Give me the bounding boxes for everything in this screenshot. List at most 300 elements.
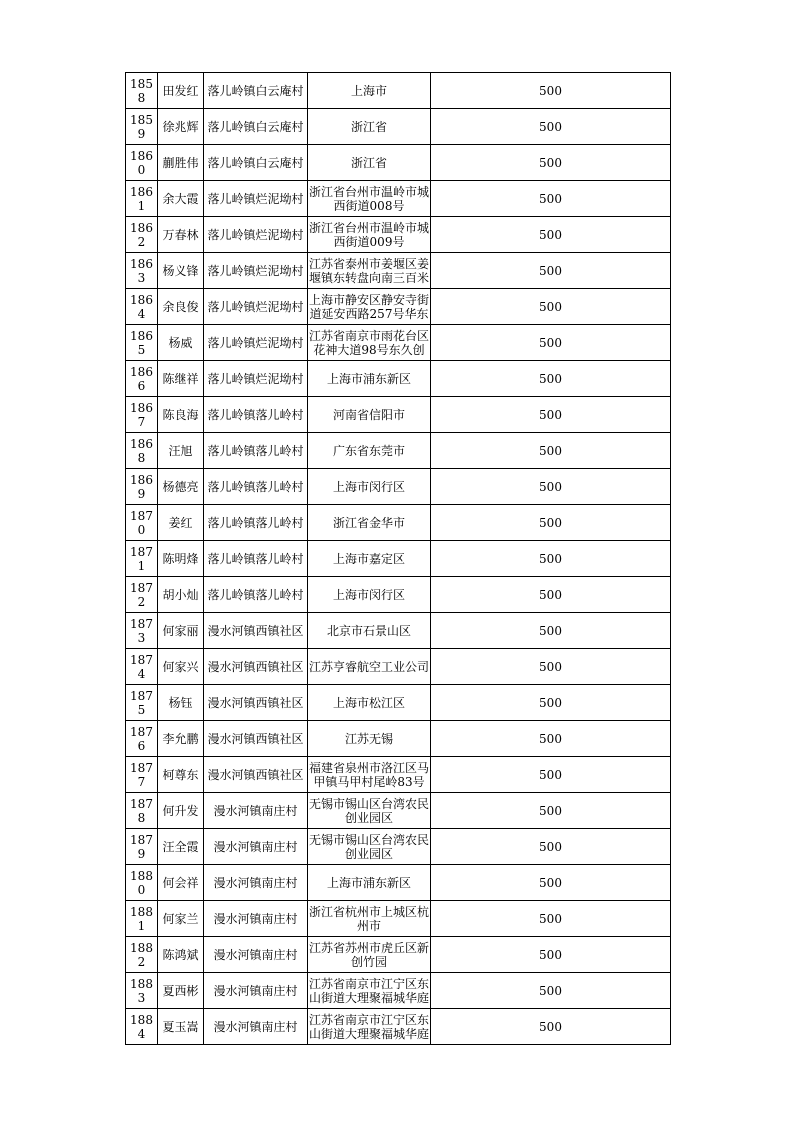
row-number-cell-text: 1864 bbox=[130, 292, 153, 321]
address-cell bbox=[308, 253, 431, 289]
row-number-cell bbox=[126, 793, 158, 829]
village-cell bbox=[204, 901, 308, 937]
row-number-cell-text: 1867 bbox=[130, 400, 153, 429]
row-number-cell bbox=[126, 433, 158, 469]
village-cell-text: 落儿岭镇白云庵村 bbox=[207, 119, 304, 134]
amount-cell bbox=[431, 901, 671, 937]
name-cell bbox=[158, 253, 204, 289]
name-cell bbox=[158, 901, 204, 937]
village-cell bbox=[204, 397, 308, 433]
village-cell-text: 落儿岭镇落儿岭村 bbox=[207, 479, 304, 494]
village-cell bbox=[204, 145, 308, 181]
row-number-cell bbox=[126, 289, 158, 325]
row-number-cell bbox=[126, 73, 158, 109]
amount-cell-text: 500 bbox=[539, 551, 562, 566]
address-cell bbox=[308, 469, 431, 505]
amount-cell bbox=[431, 937, 671, 973]
row-number-cell-text: 1878 bbox=[130, 796, 153, 825]
village-cell bbox=[204, 865, 308, 901]
address-cell-text: 上海市闵行区 bbox=[332, 587, 405, 602]
row-number-cell-text: 1872 bbox=[130, 580, 153, 609]
address-cell bbox=[308, 109, 431, 145]
amount-cell bbox=[431, 253, 671, 289]
address-cell bbox=[308, 433, 431, 469]
name-cell-text: 陈继祥 bbox=[162, 371, 199, 386]
amount-cell bbox=[431, 973, 671, 1009]
row-number-cell-text: 1868 bbox=[130, 436, 153, 465]
address-cell-text: 上海市静安区静安寺街道延安西路257号华东 bbox=[309, 292, 430, 321]
row-number-cell-text: 1880 bbox=[130, 868, 153, 897]
village-cell bbox=[204, 73, 308, 109]
name-cell bbox=[158, 145, 204, 181]
row-number-cell-text: 1861 bbox=[130, 184, 153, 213]
address-cell-text: 浙江省 bbox=[350, 119, 387, 134]
name-cell bbox=[158, 793, 204, 829]
row-number-cell bbox=[126, 685, 158, 721]
village-cell bbox=[204, 217, 308, 253]
village-cell-text: 漫水河镇南庄村 bbox=[213, 839, 298, 854]
row-number-cell bbox=[126, 1009, 158, 1045]
amount-cell bbox=[431, 181, 671, 217]
row-number-cell bbox=[126, 757, 158, 793]
name-cell-text: 陈良海 bbox=[162, 407, 199, 422]
amount-cell-text: 500 bbox=[539, 875, 562, 890]
table-row bbox=[126, 289, 671, 325]
name-cell-text: 何家兰 bbox=[162, 911, 199, 926]
amount-cell bbox=[431, 433, 671, 469]
name-cell-text: 杨威 bbox=[168, 335, 193, 350]
address-cell bbox=[308, 541, 431, 577]
row-number-cell-text: 1879 bbox=[130, 832, 153, 861]
row-number-cell bbox=[126, 217, 158, 253]
village-cell-text: 落儿岭镇落儿岭村 bbox=[207, 587, 304, 602]
row-number-cell-text: 1859 bbox=[130, 112, 153, 141]
table-row bbox=[126, 829, 671, 865]
name-cell-text: 余良俊 bbox=[162, 299, 199, 314]
row-number-cell-text: 1862 bbox=[130, 220, 153, 249]
name-cell-text: 何升发 bbox=[162, 803, 199, 818]
village-cell bbox=[204, 613, 308, 649]
row-number-cell bbox=[126, 253, 158, 289]
row-number-cell-text: 1866 bbox=[130, 364, 153, 393]
row-number-cell bbox=[126, 145, 158, 181]
amount-cell bbox=[431, 217, 671, 253]
row-number-cell-text: 1873 bbox=[130, 616, 153, 645]
data-table bbox=[125, 72, 671, 1045]
village-cell bbox=[204, 757, 308, 793]
village-cell-text: 漫水河镇西镇社区 bbox=[207, 767, 304, 782]
village-cell-text: 落儿岭镇白云庵村 bbox=[207, 83, 304, 98]
name-cell-text: 蒯胜伟 bbox=[162, 155, 199, 170]
row-number-cell-text: 1882 bbox=[130, 940, 153, 969]
village-cell bbox=[204, 577, 308, 613]
table-row bbox=[126, 505, 671, 541]
table-body bbox=[126, 73, 671, 1045]
address-cell-text: 上海市松江区 bbox=[332, 695, 405, 710]
name-cell bbox=[158, 505, 204, 541]
name-cell bbox=[158, 469, 204, 505]
address-cell-text: 江苏省南京市江宁区东山街道大理聚福城华庭 bbox=[309, 976, 430, 1005]
name-cell bbox=[158, 397, 204, 433]
row-number-cell-text: 1865 bbox=[130, 328, 153, 357]
name-cell-text: 胡小灿 bbox=[162, 587, 199, 602]
name-cell-text: 余大霞 bbox=[162, 191, 199, 206]
name-cell bbox=[158, 181, 204, 217]
amount-cell-text: 500 bbox=[539, 443, 562, 458]
name-cell-text: 何家兴 bbox=[162, 659, 199, 674]
row-number-cell bbox=[126, 829, 158, 865]
village-cell-text: 漫水河镇南庄村 bbox=[213, 983, 298, 998]
village-cell bbox=[204, 505, 308, 541]
table-row bbox=[126, 577, 671, 613]
address-cell bbox=[308, 613, 431, 649]
village-cell-text: 漫水河镇南庄村 bbox=[213, 911, 298, 926]
village-cell-text: 漫水河镇南庄村 bbox=[213, 1019, 298, 1034]
amount-cell bbox=[431, 649, 671, 685]
table-row bbox=[126, 361, 671, 397]
amount-cell-text: 500 bbox=[539, 623, 562, 638]
table-row bbox=[126, 217, 671, 253]
table-row bbox=[126, 469, 671, 505]
village-cell-text: 落儿岭镇烂泥坳村 bbox=[207, 191, 304, 206]
amount-cell-text: 500 bbox=[539, 83, 562, 98]
village-cell bbox=[204, 721, 308, 757]
village-cell-text: 落儿岭镇烂泥坳村 bbox=[207, 335, 304, 350]
address-cell-text: 无锡市锡山区台湾农民创业园区 bbox=[309, 796, 430, 825]
address-cell bbox=[308, 865, 431, 901]
table-row bbox=[126, 73, 671, 109]
table-row bbox=[126, 937, 671, 973]
row-number-cell-text: 1877 bbox=[130, 760, 153, 789]
table-row bbox=[126, 973, 671, 1009]
row-number-cell-text: 1876 bbox=[130, 724, 153, 753]
address-cell-text: 江苏省苏州市虎丘区新创竹园 bbox=[309, 940, 430, 969]
amount-cell bbox=[431, 469, 671, 505]
address-cell-text: 浙江省杭州市上城区杭州市 bbox=[309, 904, 430, 933]
address-cell-text: 河南省信阳市 bbox=[332, 407, 405, 422]
address-cell-text: 上海市闵行区 bbox=[332, 479, 405, 494]
address-cell-text: 浙江省台州市温岭市城西街道009号 bbox=[309, 220, 430, 249]
address-cell bbox=[308, 973, 431, 1009]
name-cell-text: 夏西彬 bbox=[162, 983, 199, 998]
address-cell bbox=[308, 577, 431, 613]
village-cell-text: 漫水河镇南庄村 bbox=[213, 947, 298, 962]
amount-cell-text: 500 bbox=[539, 479, 562, 494]
name-cell bbox=[158, 973, 204, 1009]
village-cell bbox=[204, 793, 308, 829]
address-cell bbox=[308, 1009, 431, 1045]
village-cell-text: 落儿岭镇白云庵村 bbox=[207, 155, 304, 170]
name-cell bbox=[158, 325, 204, 361]
table-row bbox=[126, 757, 671, 793]
amount-cell-text: 500 bbox=[539, 263, 562, 278]
name-cell-text: 徐兆辉 bbox=[162, 119, 199, 134]
address-cell-text: 江苏亨睿航空工业公司 bbox=[309, 659, 430, 674]
name-cell bbox=[158, 73, 204, 109]
village-cell bbox=[204, 325, 308, 361]
amount-cell bbox=[431, 289, 671, 325]
amount-cell-text: 500 bbox=[539, 155, 562, 170]
amount-cell bbox=[431, 613, 671, 649]
village-cell-text: 落儿岭镇烂泥坳村 bbox=[207, 371, 304, 386]
table-row bbox=[126, 721, 671, 757]
row-number-cell bbox=[126, 613, 158, 649]
amount-cell-text: 500 bbox=[539, 191, 562, 206]
amount-cell bbox=[431, 793, 671, 829]
name-cell-text: 陈鸿斌 bbox=[162, 947, 199, 962]
row-number-cell-text: 1860 bbox=[130, 148, 153, 177]
amount-cell bbox=[431, 541, 671, 577]
name-cell bbox=[158, 361, 204, 397]
row-number-cell-text: 1869 bbox=[130, 472, 153, 501]
table-row bbox=[126, 433, 671, 469]
amount-cell bbox=[431, 325, 671, 361]
amount-cell-text: 500 bbox=[539, 911, 562, 926]
amount-cell-text: 500 bbox=[539, 227, 562, 242]
table-row bbox=[126, 613, 671, 649]
row-number-cell-text: 1870 bbox=[130, 508, 153, 537]
name-cell bbox=[158, 577, 204, 613]
name-cell bbox=[158, 217, 204, 253]
amount-cell-text: 500 bbox=[539, 1019, 562, 1034]
village-cell bbox=[204, 541, 308, 577]
amount-cell bbox=[431, 361, 671, 397]
name-cell bbox=[158, 865, 204, 901]
village-cell bbox=[204, 973, 308, 1009]
village-cell bbox=[204, 649, 308, 685]
amount-cell bbox=[431, 109, 671, 145]
table-row bbox=[126, 181, 671, 217]
address-cell bbox=[308, 721, 431, 757]
address-cell-text: 上海市浦东新区 bbox=[326, 371, 411, 386]
address-cell bbox=[308, 685, 431, 721]
name-cell-text: 何家丽 bbox=[162, 623, 199, 638]
row-number-cell bbox=[126, 973, 158, 1009]
row-number-cell bbox=[126, 721, 158, 757]
village-cell-text: 落儿岭镇烂泥坳村 bbox=[207, 227, 304, 242]
address-cell bbox=[308, 145, 431, 181]
address-cell bbox=[308, 649, 431, 685]
name-cell bbox=[158, 757, 204, 793]
row-number-cell-text: 1881 bbox=[130, 904, 153, 933]
amount-cell-text: 500 bbox=[539, 659, 562, 674]
address-cell bbox=[308, 829, 431, 865]
name-cell-text: 杨钰 bbox=[168, 695, 193, 710]
row-number-cell bbox=[126, 397, 158, 433]
row-number-cell bbox=[126, 937, 158, 973]
amount-cell-text: 500 bbox=[539, 587, 562, 602]
address-cell-text: 江苏无锡 bbox=[344, 731, 393, 746]
row-number-cell-text: 1884 bbox=[130, 1012, 153, 1041]
amount-cell-text: 500 bbox=[539, 839, 562, 854]
amount-cell bbox=[431, 829, 671, 865]
village-cell-text: 漫水河镇南庄村 bbox=[213, 803, 298, 818]
name-cell bbox=[158, 721, 204, 757]
village-cell bbox=[204, 685, 308, 721]
amount-cell-text: 500 bbox=[539, 335, 562, 350]
table-row bbox=[126, 397, 671, 433]
address-cell-text: 上海市浦东新区 bbox=[326, 875, 411, 890]
name-cell-text: 汪全霞 bbox=[162, 839, 199, 854]
row-number-cell-text: 1858 bbox=[130, 76, 153, 105]
row-number-cell-text: 1871 bbox=[130, 544, 153, 573]
village-cell bbox=[204, 433, 308, 469]
table-row bbox=[126, 901, 671, 937]
name-cell bbox=[158, 541, 204, 577]
village-cell bbox=[204, 289, 308, 325]
address-cell-text: 江苏省泰州市姜堰区姜堰镇东转盘向南三百米 bbox=[309, 256, 430, 285]
table-row bbox=[126, 325, 671, 361]
village-cell-text: 漫水河镇西镇社区 bbox=[207, 659, 304, 674]
address-cell bbox=[308, 217, 431, 253]
table-row bbox=[126, 649, 671, 685]
address-cell bbox=[308, 937, 431, 973]
name-cell-text: 杨德亮 bbox=[162, 479, 199, 494]
amount-cell-text: 500 bbox=[539, 119, 562, 134]
address-cell bbox=[308, 397, 431, 433]
name-cell-text: 陈明烽 bbox=[162, 551, 199, 566]
row-number-cell bbox=[126, 109, 158, 145]
name-cell-text: 汪旭 bbox=[168, 443, 193, 458]
name-cell-text: 夏玉嵩 bbox=[162, 1019, 199, 1034]
amount-cell-text: 500 bbox=[539, 695, 562, 710]
address-cell-text: 浙江省台州市温岭市城西街道008号 bbox=[309, 184, 430, 213]
row-number-cell bbox=[126, 541, 158, 577]
row-number-cell-text: 1874 bbox=[130, 652, 153, 681]
village-cell bbox=[204, 361, 308, 397]
address-cell-text: 无锡市锡山区台湾农民创业园区 bbox=[309, 832, 430, 861]
row-number-cell bbox=[126, 865, 158, 901]
row-number-cell bbox=[126, 649, 158, 685]
amount-cell bbox=[431, 577, 671, 613]
amount-cell-text: 500 bbox=[539, 803, 562, 818]
village-cell-text: 落儿岭镇落儿岭村 bbox=[207, 443, 304, 458]
name-cell bbox=[158, 433, 204, 469]
address-cell-text: 上海市 bbox=[350, 83, 387, 98]
village-cell-text: 漫水河镇西镇社区 bbox=[207, 623, 304, 638]
village-cell bbox=[204, 253, 308, 289]
village-cell-text: 落儿岭镇落儿岭村 bbox=[207, 407, 304, 422]
amount-cell-text: 500 bbox=[539, 983, 562, 998]
table-row bbox=[126, 253, 671, 289]
amount-cell bbox=[431, 757, 671, 793]
address-cell-text: 浙江省 bbox=[350, 155, 387, 170]
name-cell bbox=[158, 937, 204, 973]
name-cell bbox=[158, 613, 204, 649]
table-row bbox=[126, 793, 671, 829]
name-cell-text: 李允鹏 bbox=[162, 731, 199, 746]
row-number-cell-text: 1863 bbox=[130, 256, 153, 285]
name-cell bbox=[158, 1009, 204, 1045]
address-cell-text: 浙江省金华市 bbox=[332, 515, 405, 530]
address-cell bbox=[308, 361, 431, 397]
village-cell-text: 漫水河镇西镇社区 bbox=[207, 731, 304, 746]
address-cell bbox=[308, 73, 431, 109]
village-cell bbox=[204, 1009, 308, 1045]
row-number-cell bbox=[126, 577, 158, 613]
name-cell bbox=[158, 649, 204, 685]
address-cell bbox=[308, 793, 431, 829]
row-number-cell-text: 1883 bbox=[130, 976, 153, 1005]
village-cell bbox=[204, 937, 308, 973]
name-cell bbox=[158, 685, 204, 721]
address-cell bbox=[308, 901, 431, 937]
address-cell-text: 江苏省南京市江宁区东山街道大理聚福城华庭 bbox=[309, 1012, 430, 1041]
amount-cell bbox=[431, 145, 671, 181]
table-row bbox=[126, 865, 671, 901]
address-cell-text: 江苏省南京市雨花台区花神大道98号东久创 bbox=[309, 328, 430, 357]
table-row bbox=[126, 541, 671, 577]
table-row bbox=[126, 145, 671, 181]
village-cell bbox=[204, 829, 308, 865]
row-number-cell-text: 1875 bbox=[130, 688, 153, 717]
village-cell-text: 漫水河镇西镇社区 bbox=[207, 695, 304, 710]
village-cell-text: 落儿岭镇烂泥坳村 bbox=[207, 263, 304, 278]
amount-cell-text: 500 bbox=[539, 731, 562, 746]
name-cell-text: 杨义锋 bbox=[162, 263, 199, 278]
name-cell-text: 姜红 bbox=[168, 515, 193, 530]
address-cell bbox=[308, 289, 431, 325]
amount-cell-text: 500 bbox=[539, 767, 562, 782]
village-cell-text: 落儿岭镇落儿岭村 bbox=[207, 551, 304, 566]
amount-cell bbox=[431, 73, 671, 109]
amount-cell-text: 500 bbox=[539, 407, 562, 422]
amount-cell-text: 500 bbox=[539, 299, 562, 314]
row-number-cell bbox=[126, 361, 158, 397]
name-cell-text: 田发红 bbox=[162, 83, 199, 98]
name-cell-text: 万春林 bbox=[162, 227, 199, 242]
amount-cell bbox=[431, 721, 671, 757]
amount-cell-text: 500 bbox=[539, 371, 562, 386]
name-cell-text: 柯尊东 bbox=[162, 767, 199, 782]
table-row bbox=[126, 109, 671, 145]
village-cell-text: 落儿岭镇落儿岭村 bbox=[207, 515, 304, 530]
address-cell-text: 福建省泉州市洛江区马甲镇马甲村尾岭83号 bbox=[309, 760, 430, 789]
address-cell-text: 上海市嘉定区 bbox=[332, 551, 405, 566]
row-number-cell bbox=[126, 469, 158, 505]
village-cell bbox=[204, 469, 308, 505]
amount-cell bbox=[431, 865, 671, 901]
amount-cell-text: 500 bbox=[539, 947, 562, 962]
amount-cell-text: 500 bbox=[539, 515, 562, 530]
document-table-wrapper bbox=[125, 72, 671, 1045]
amount-cell bbox=[431, 505, 671, 541]
village-cell-text: 落儿岭镇烂泥坳村 bbox=[207, 299, 304, 314]
amount-cell bbox=[431, 685, 671, 721]
name-cell bbox=[158, 289, 204, 325]
address-cell bbox=[308, 325, 431, 361]
name-cell bbox=[158, 829, 204, 865]
address-cell-text: 北京市石景山区 bbox=[326, 623, 411, 638]
table-row bbox=[126, 1009, 671, 1045]
village-cell bbox=[204, 109, 308, 145]
name-cell bbox=[158, 109, 204, 145]
address-cell-text: 广东省东莞市 bbox=[332, 443, 405, 458]
address-cell bbox=[308, 505, 431, 541]
village-cell-text: 漫水河镇南庄村 bbox=[213, 875, 298, 890]
amount-cell bbox=[431, 1009, 671, 1045]
row-number-cell bbox=[126, 325, 158, 361]
amount-cell bbox=[431, 397, 671, 433]
address-cell bbox=[308, 757, 431, 793]
address-cell bbox=[308, 181, 431, 217]
row-number-cell bbox=[126, 505, 158, 541]
row-number-cell bbox=[126, 181, 158, 217]
village-cell bbox=[204, 181, 308, 217]
name-cell-text: 何会祥 bbox=[162, 875, 199, 890]
table-row bbox=[126, 685, 671, 721]
row-number-cell bbox=[126, 901, 158, 937]
